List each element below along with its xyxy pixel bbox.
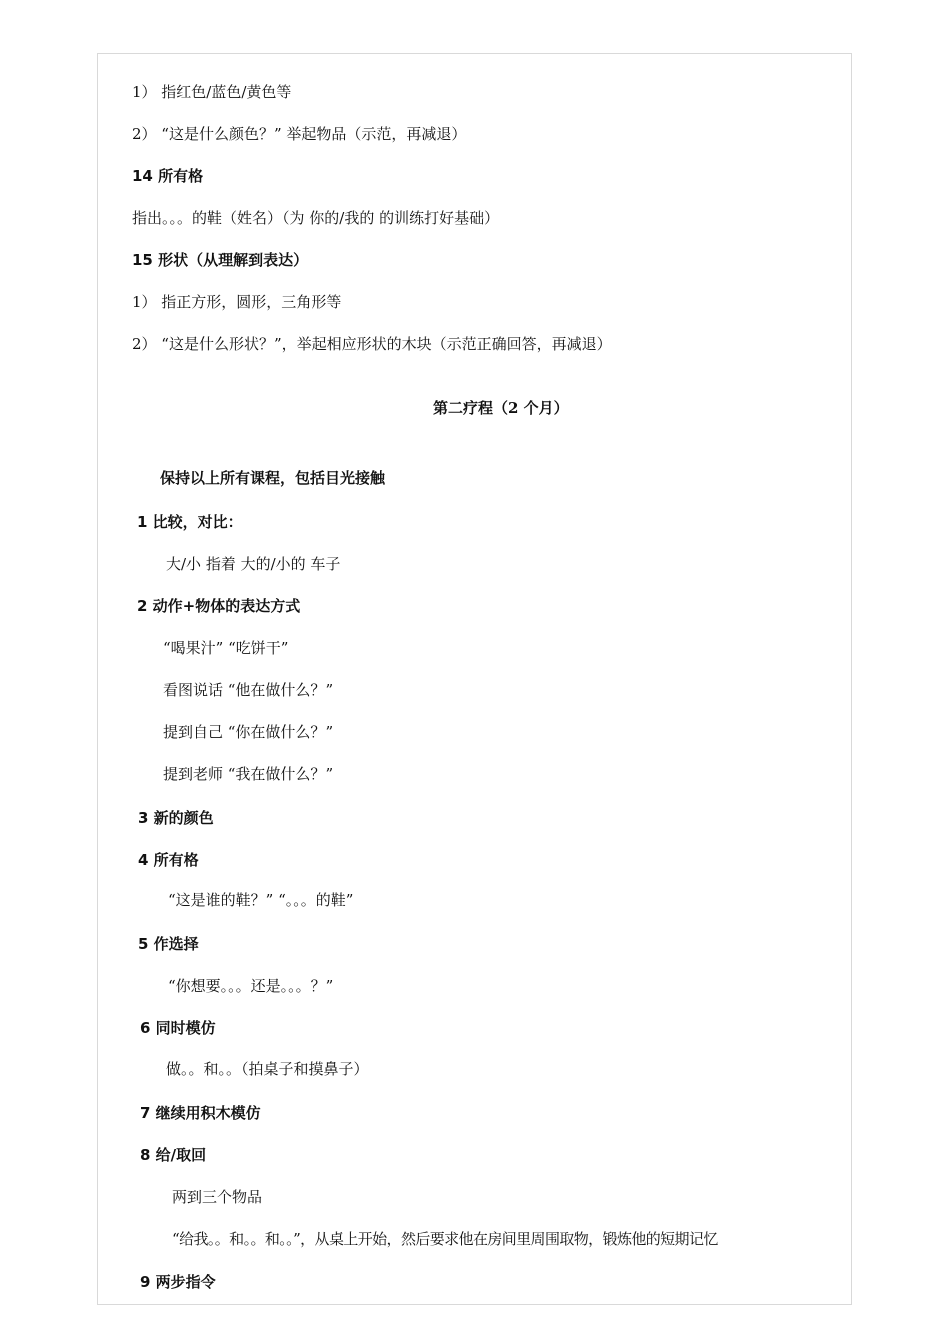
item-drink-eat: “喝果汁” “吃饼干” — [163, 639, 289, 657]
heading-8-give-fetch: 8 给/取回 — [140, 1146, 207, 1164]
heading-1-compare: 1 比较，对比： — [137, 513, 243, 531]
heading-9-two-step: 9 两步指令 — [140, 1273, 216, 1291]
item-whose-shoe: “这是谁的鞋？” “。。。的鞋” — [168, 891, 354, 909]
heading-4-possessive: 4 所有格 — [138, 851, 199, 869]
item-point-shapes: 1） 指正方形，圆形，三角形等 — [132, 293, 342, 311]
heading-15-shapes: 15 形状（从理解到表达） — [132, 251, 309, 269]
heading-3-new-colors: 3 新的颜色 — [138, 809, 214, 827]
item-want-or: “你想要。。。还是。。。？” — [168, 977, 334, 995]
item-self: 提到自己 “你在做什么？” — [163, 723, 334, 741]
item-two-three-objects: 两到三个物品 — [172, 1188, 263, 1206]
heading-5-choice: 5 作选择 — [138, 935, 199, 953]
heading-2-action-object: 2 动作+物体的表达方式 — [137, 597, 301, 615]
item-give-me: “给我。。和。。和。。”，从桌上开始，然后要求他在房间里周围取物，锻炼他的短期记忆 — [172, 1230, 718, 1248]
heading-14-possessive: 14 所有格 — [132, 167, 204, 185]
item-teacher: 提到老师 “我在做什么？” — [163, 765, 334, 783]
note-keep-courses: 保持以上所有课程，包括目光接触 — [160, 469, 386, 487]
item-what-shape: 2） “这是什么形状？”，举起相应形状的木块（示范正确回答，再减退） — [132, 335, 612, 353]
item-point-shoe: 指出。。。的鞋（姓名）（为 你的/我的 的训练打好基础） — [132, 209, 500, 227]
heading-6-imitate: 6 同时模仿 — [140, 1019, 216, 1037]
heading-7-blocks: 7 继续用积木模仿 — [140, 1104, 261, 1122]
item-picture-talk: 看图说话 “他在做什么？” — [163, 681, 334, 699]
item-point-colors: 1） 指红色/蓝色/黄色等 — [132, 83, 292, 101]
item-big-small: 大/小 指着 大的/小的 车子 — [166, 555, 341, 573]
item-do-and: 做。。和。。（拍桌子和摸鼻子） — [166, 1060, 369, 1078]
section-title-second-course: 第二疗程（2 个月） — [433, 399, 569, 417]
item-what-color: 2） “这是什么颜色？” 举起物品（示范，再减退） — [132, 125, 467, 143]
